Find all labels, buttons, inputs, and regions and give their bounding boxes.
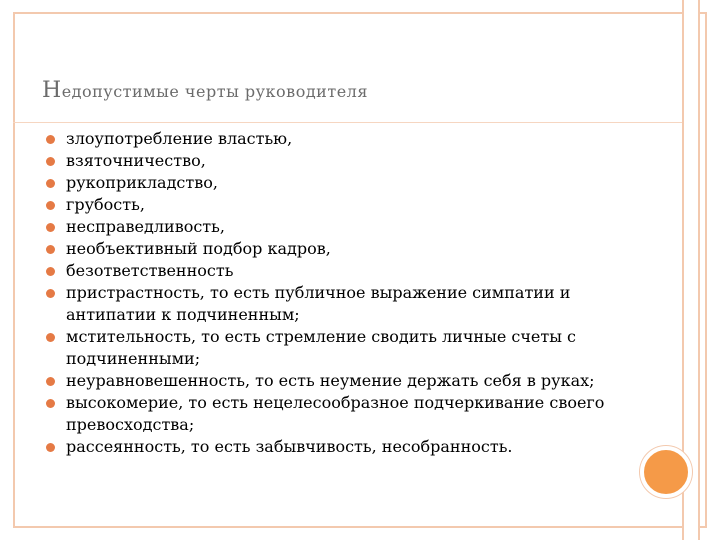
list-item-text: высокомерие, то есть нецелесообразное подчеркивание своего превосходства; xyxy=(66,393,605,434)
bullet-list xyxy=(46,128,636,458)
bullet-icon xyxy=(46,245,55,254)
list-item xyxy=(46,194,636,216)
list-item xyxy=(46,150,636,172)
page-title xyxy=(42,78,368,103)
list-item xyxy=(46,370,636,392)
bullet-icon xyxy=(46,201,55,210)
bullet-icon xyxy=(46,179,55,188)
list-item-text: безответственность xyxy=(66,261,234,280)
list-item-text: несправедливость, xyxy=(66,217,225,236)
list-item-text: рассеянность, то есть забывчивость, несобранность. xyxy=(66,437,513,456)
list-item-text: неуравновешенность, то есть неумение держать себя в руках; xyxy=(66,371,595,390)
decorative-circle xyxy=(640,446,692,498)
list-item xyxy=(46,260,636,282)
bullet-icon xyxy=(46,399,55,408)
list-item-text: злоупотребление властью, xyxy=(66,129,293,148)
bullet-icon xyxy=(46,289,55,298)
bullet-icon xyxy=(46,223,55,232)
list-item xyxy=(46,238,636,260)
list-item-text: пристрастность, то есть публичное выражение симпатии и антипатии к подчиненным; xyxy=(66,283,571,324)
list-item xyxy=(46,216,636,238)
title-divider xyxy=(13,122,682,123)
list-item-text: необъективный подбор кадров, xyxy=(66,239,331,258)
list-item xyxy=(46,172,636,194)
list-item xyxy=(46,392,636,436)
bullet-icon xyxy=(46,333,55,342)
title-rest: едопустимые черты руководителя xyxy=(61,82,368,101)
list-item xyxy=(46,436,636,458)
bullet-icon xyxy=(46,267,55,276)
bullet-icon xyxy=(46,157,55,166)
list-item-text: рукоприкладство, xyxy=(66,173,218,192)
bullet-icon xyxy=(46,135,55,144)
list-item xyxy=(46,282,636,326)
list-item-text: взяточничество, xyxy=(66,151,206,170)
title-initial: Н xyxy=(42,78,62,103)
list-item-text: грубость, xyxy=(66,195,145,214)
list-item xyxy=(46,128,636,150)
list-item-text: мстительность, то есть стремление сводить личные счеты с подчиненными; xyxy=(66,327,577,368)
bullet-icon xyxy=(46,443,55,452)
bullet-icon xyxy=(46,377,55,386)
list-item xyxy=(46,326,636,370)
